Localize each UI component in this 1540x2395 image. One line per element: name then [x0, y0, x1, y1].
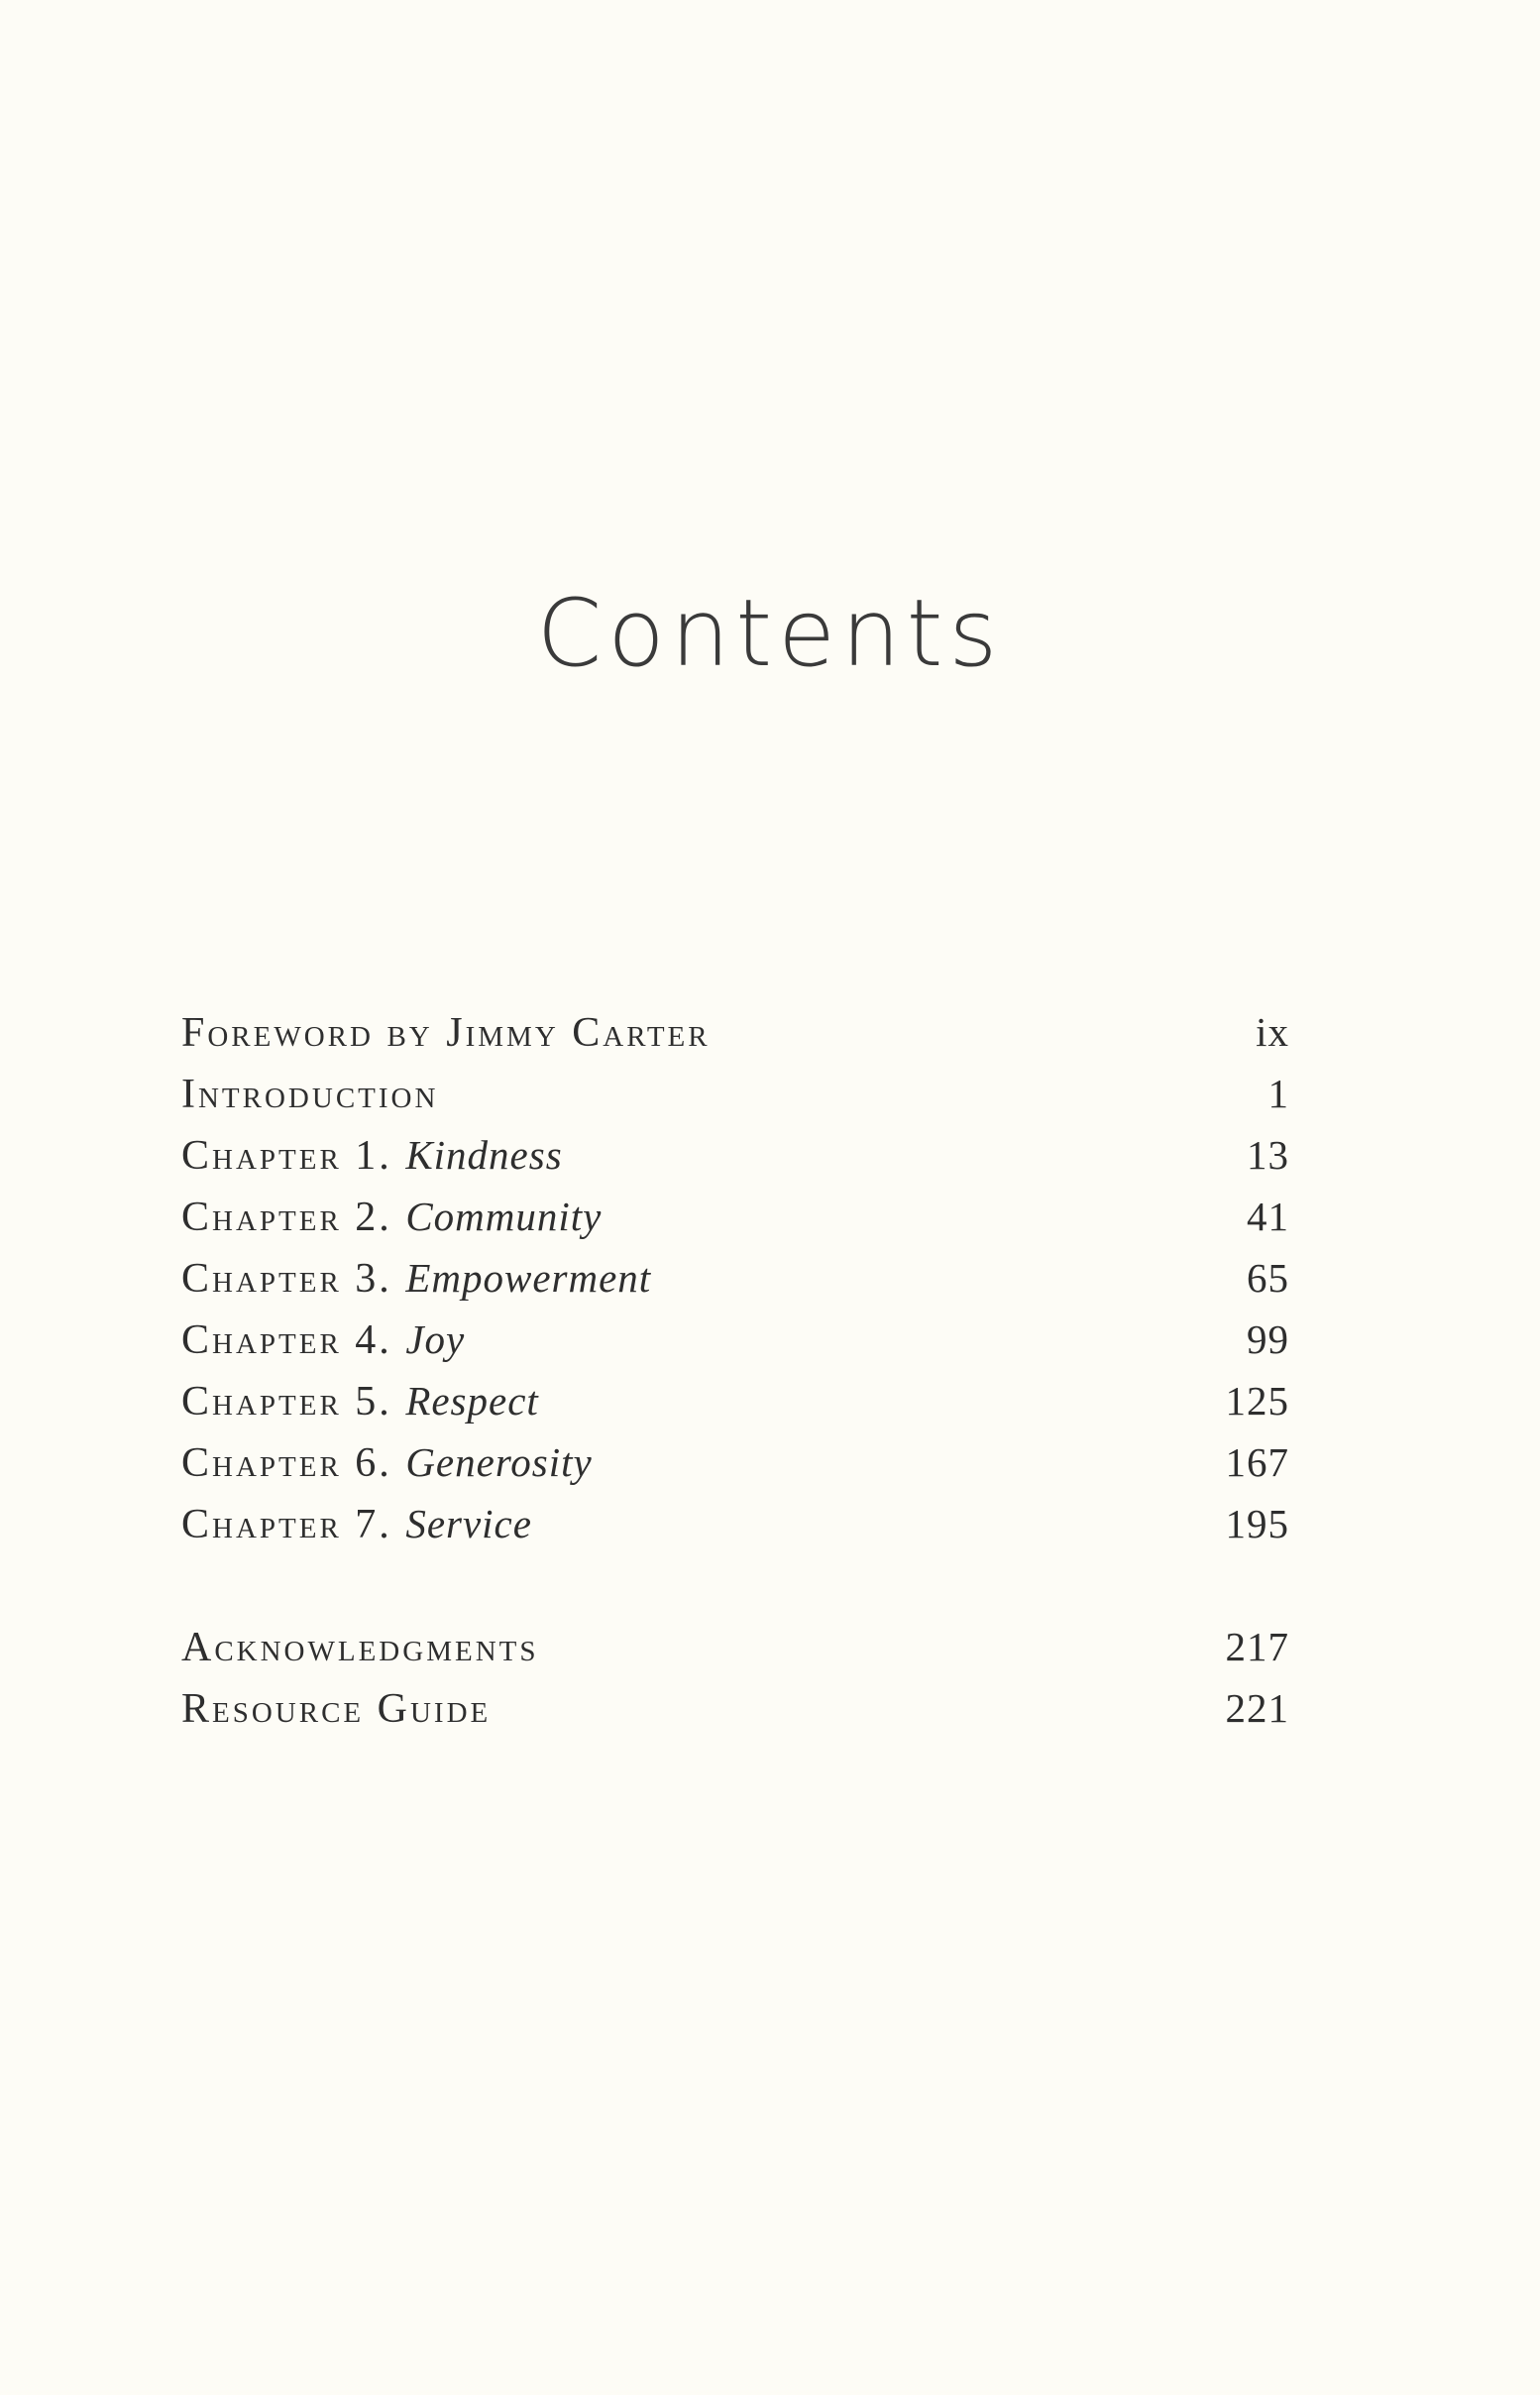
toc-entry-label: Resource Guide [181, 1686, 492, 1732]
toc-entry-label: Chapter 1. [181, 1133, 392, 1179]
toc-entry-page: 99 [1247, 1316, 1289, 1362]
toc-entry-page: 1 [1267, 1071, 1289, 1116]
toc-entry-resource-guide [181, 1677, 1289, 1739]
toc-entry-page: 125 [1225, 1378, 1289, 1424]
toc-entry-chapter-5 [181, 1370, 1289, 1431]
page-title: Contents [536, 579, 1004, 688]
toc-entry-title: Respect [405, 1378, 539, 1424]
toc-entry-introduction [181, 1063, 1289, 1124]
toc-entry-title: Empowerment [405, 1255, 652, 1301]
toc-entry-foreword [181, 1001, 1289, 1063]
toc-entry-page: 217 [1225, 1624, 1289, 1669]
toc-entry-page: 167 [1225, 1439, 1289, 1485]
toc-entry-chapter-4 [181, 1309, 1289, 1370]
toc-entry-label: Acknowledgments [181, 1625, 539, 1670]
toc-entry-chapter-2 [181, 1186, 1289, 1247]
toc-entry-page: ix [1256, 1009, 1289, 1055]
toc-entry-title: Service [405, 1501, 532, 1546]
toc-entry-page: 13 [1247, 1132, 1289, 1178]
toc-entry-page: 41 [1247, 1194, 1289, 1239]
table-of-contents [181, 1001, 1289, 1739]
toc-entry-chapter-6 [181, 1431, 1289, 1493]
toc-entry-title: Community [405, 1194, 603, 1239]
toc-entry-label: Chapter 5. [181, 1379, 392, 1425]
toc-entry-page: 195 [1225, 1501, 1289, 1546]
toc-entry-page: 65 [1247, 1255, 1289, 1301]
toc-entry-label: Chapter 3. [181, 1256, 392, 1302]
toc-entry-label: Chapter 4. [181, 1317, 392, 1363]
toc-entry-title: Kindness [405, 1132, 563, 1178]
toc-entry-page: 221 [1225, 1685, 1289, 1731]
toc-entry-acknowledgments [181, 1616, 1289, 1677]
toc-entry-label: Foreword by Jimmy Carter [181, 1010, 711, 1056]
toc-entry-label: Chapter 2. [181, 1195, 392, 1240]
toc-entry-title: Generosity [405, 1439, 593, 1485]
toc-entry-chapter-3 [181, 1247, 1289, 1309]
toc-entry-title: Joy [405, 1316, 466, 1362]
toc-entry-label: Chapter 6. [181, 1440, 392, 1486]
toc-entry-label: Chapter 7. [181, 1502, 392, 1547]
toc-entry-label: Introduction [181, 1072, 439, 1117]
toc-entry-chapter-7 [181, 1493, 1289, 1554]
toc-entry-chapter-1 [181, 1124, 1289, 1186]
